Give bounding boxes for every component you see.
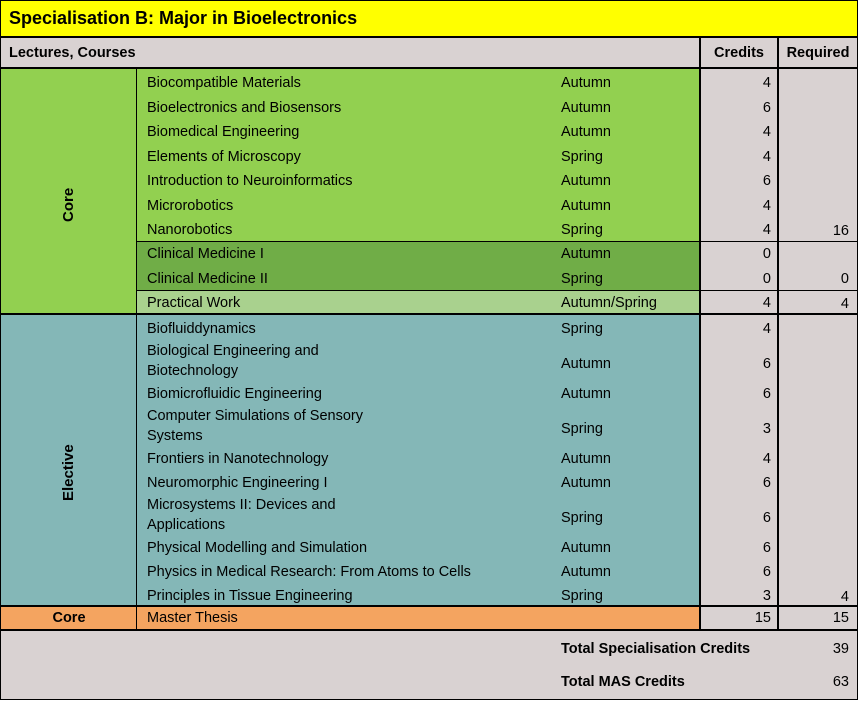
course-credits: 4 — [762, 148, 771, 165]
course-semester: Autumn — [561, 451, 611, 467]
course-credits: 4 — [762, 222, 771, 238]
course-credits: 6 — [762, 540, 771, 556]
course-semester: Autumn — [561, 124, 611, 140]
course-credits: 4 — [762, 197, 771, 214]
course-semester: Autumn — [561, 540, 611, 556]
course-name: Physical Modelling and Simulation — [147, 540, 368, 556]
course-semester: Autumn — [561, 386, 611, 402]
course-name: Bioelectronics and Biosensors — [147, 99, 342, 116]
course-credits: 0 — [762, 270, 771, 287]
course-name: Biomicrofluidic Engineering — [147, 386, 322, 402]
course-name: Neuromorphic Engineering I — [147, 475, 328, 491]
course-credits: 6 — [762, 99, 771, 116]
course-name: Practical Work — [147, 295, 241, 311]
course-credits: 6 — [762, 173, 771, 189]
course-semester: Spring — [561, 222, 603, 238]
total-value: 39 — [832, 641, 849, 657]
course-required: 16 — [832, 222, 849, 239]
course-semester: Autumn — [561, 475, 611, 491]
course-name: Elements of Microscopy — [147, 148, 301, 165]
course-credits: 6 — [762, 356, 771, 372]
course-semester: Spring — [561, 510, 603, 526]
course-required: 4 — [840, 589, 849, 605]
course-required: 0 — [840, 271, 849, 287]
course-credits: 6 — [762, 475, 771, 491]
course-credits: 3 — [762, 588, 771, 604]
thesis-category-label: Core — [52, 610, 86, 626]
course-name: Physics in Medical Research: From Atoms to Cells — [147, 564, 471, 580]
course-semester: Autumn/Spring — [561, 295, 657, 311]
course-name: Microrobotics — [147, 197, 234, 214]
header-lectures: Lectures, Courses — [1, 38, 701, 69]
course-credits: 6 — [762, 510, 771, 526]
course-name: Biofluiddynamics — [147, 321, 256, 337]
course-credits: 4 — [762, 451, 771, 467]
course-semester: Autumn — [561, 173, 611, 189]
course-semester: Autumn — [561, 246, 611, 262]
course-credits: 6 — [762, 386, 771, 402]
course-name: Clinical Medicine II — [147, 270, 268, 287]
elective-vertical-label: Elective — [60, 444, 77, 501]
total-label: Total MAS Credits — [561, 674, 685, 690]
course-credits: 4 — [762, 295, 771, 311]
course-credits: 4 — [762, 321, 771, 337]
course-name: Frontiers in Nanotechnology — [147, 451, 329, 467]
course-credits: 4 — [762, 124, 771, 140]
course-semester: Autumn — [561, 197, 611, 214]
course-semester: Autumn — [561, 356, 611, 372]
course-name: Nanorobotics — [147, 222, 233, 238]
course-name: Clinical Medicine I — [147, 246, 264, 262]
core-vertical-label: Core — [60, 187, 77, 222]
course-name: Biological Engineering and Biotechnology — [147, 343, 319, 379]
course-name: Introduction to Neuroinformatics — [147, 173, 353, 189]
course-name: Principles in Tissue Engineering — [147, 588, 353, 604]
course-name: Biomedical Engineering — [147, 124, 300, 140]
course-name: Biocompatible Materials — [147, 75, 301, 91]
course-semester: Autumn — [561, 99, 611, 116]
thesis-credits: 15 — [754, 610, 771, 626]
course-name: Microsystems II: Devices and Applications — [147, 497, 336, 533]
course-semester: Spring — [561, 588, 603, 604]
course-name: Computer Simulations of Sensory Systems — [147, 408, 363, 444]
total-label: Total Specialisation Credits — [561, 641, 751, 657]
course-semester: Spring — [561, 421, 603, 437]
elective-required-block — [779, 315, 857, 607]
thesis-required: 15 — [832, 610, 849, 626]
thesis-name: Master Thesis — [147, 610, 238, 626]
course-credits: 3 — [762, 421, 771, 437]
course-required: 4 — [840, 296, 849, 312]
course-credits: 0 — [762, 246, 771, 262]
course-semester: Spring — [561, 321, 603, 337]
course-credits: 6 — [762, 564, 771, 580]
course-credits: 4 — [762, 75, 771, 91]
course-semester: Spring — [561, 148, 603, 165]
course-semester: Autumn — [561, 564, 611, 580]
course-semester: Spring — [561, 270, 603, 287]
header-required: Required — [779, 38, 857, 69]
core-required-block — [779, 69, 857, 241]
header-credits: Credits — [701, 38, 779, 69]
total-value: 63 — [832, 674, 849, 690]
course-semester: Autumn — [561, 75, 611, 91]
table-title: Specialisation B: Major in Bioelectronics — [1, 1, 857, 38]
